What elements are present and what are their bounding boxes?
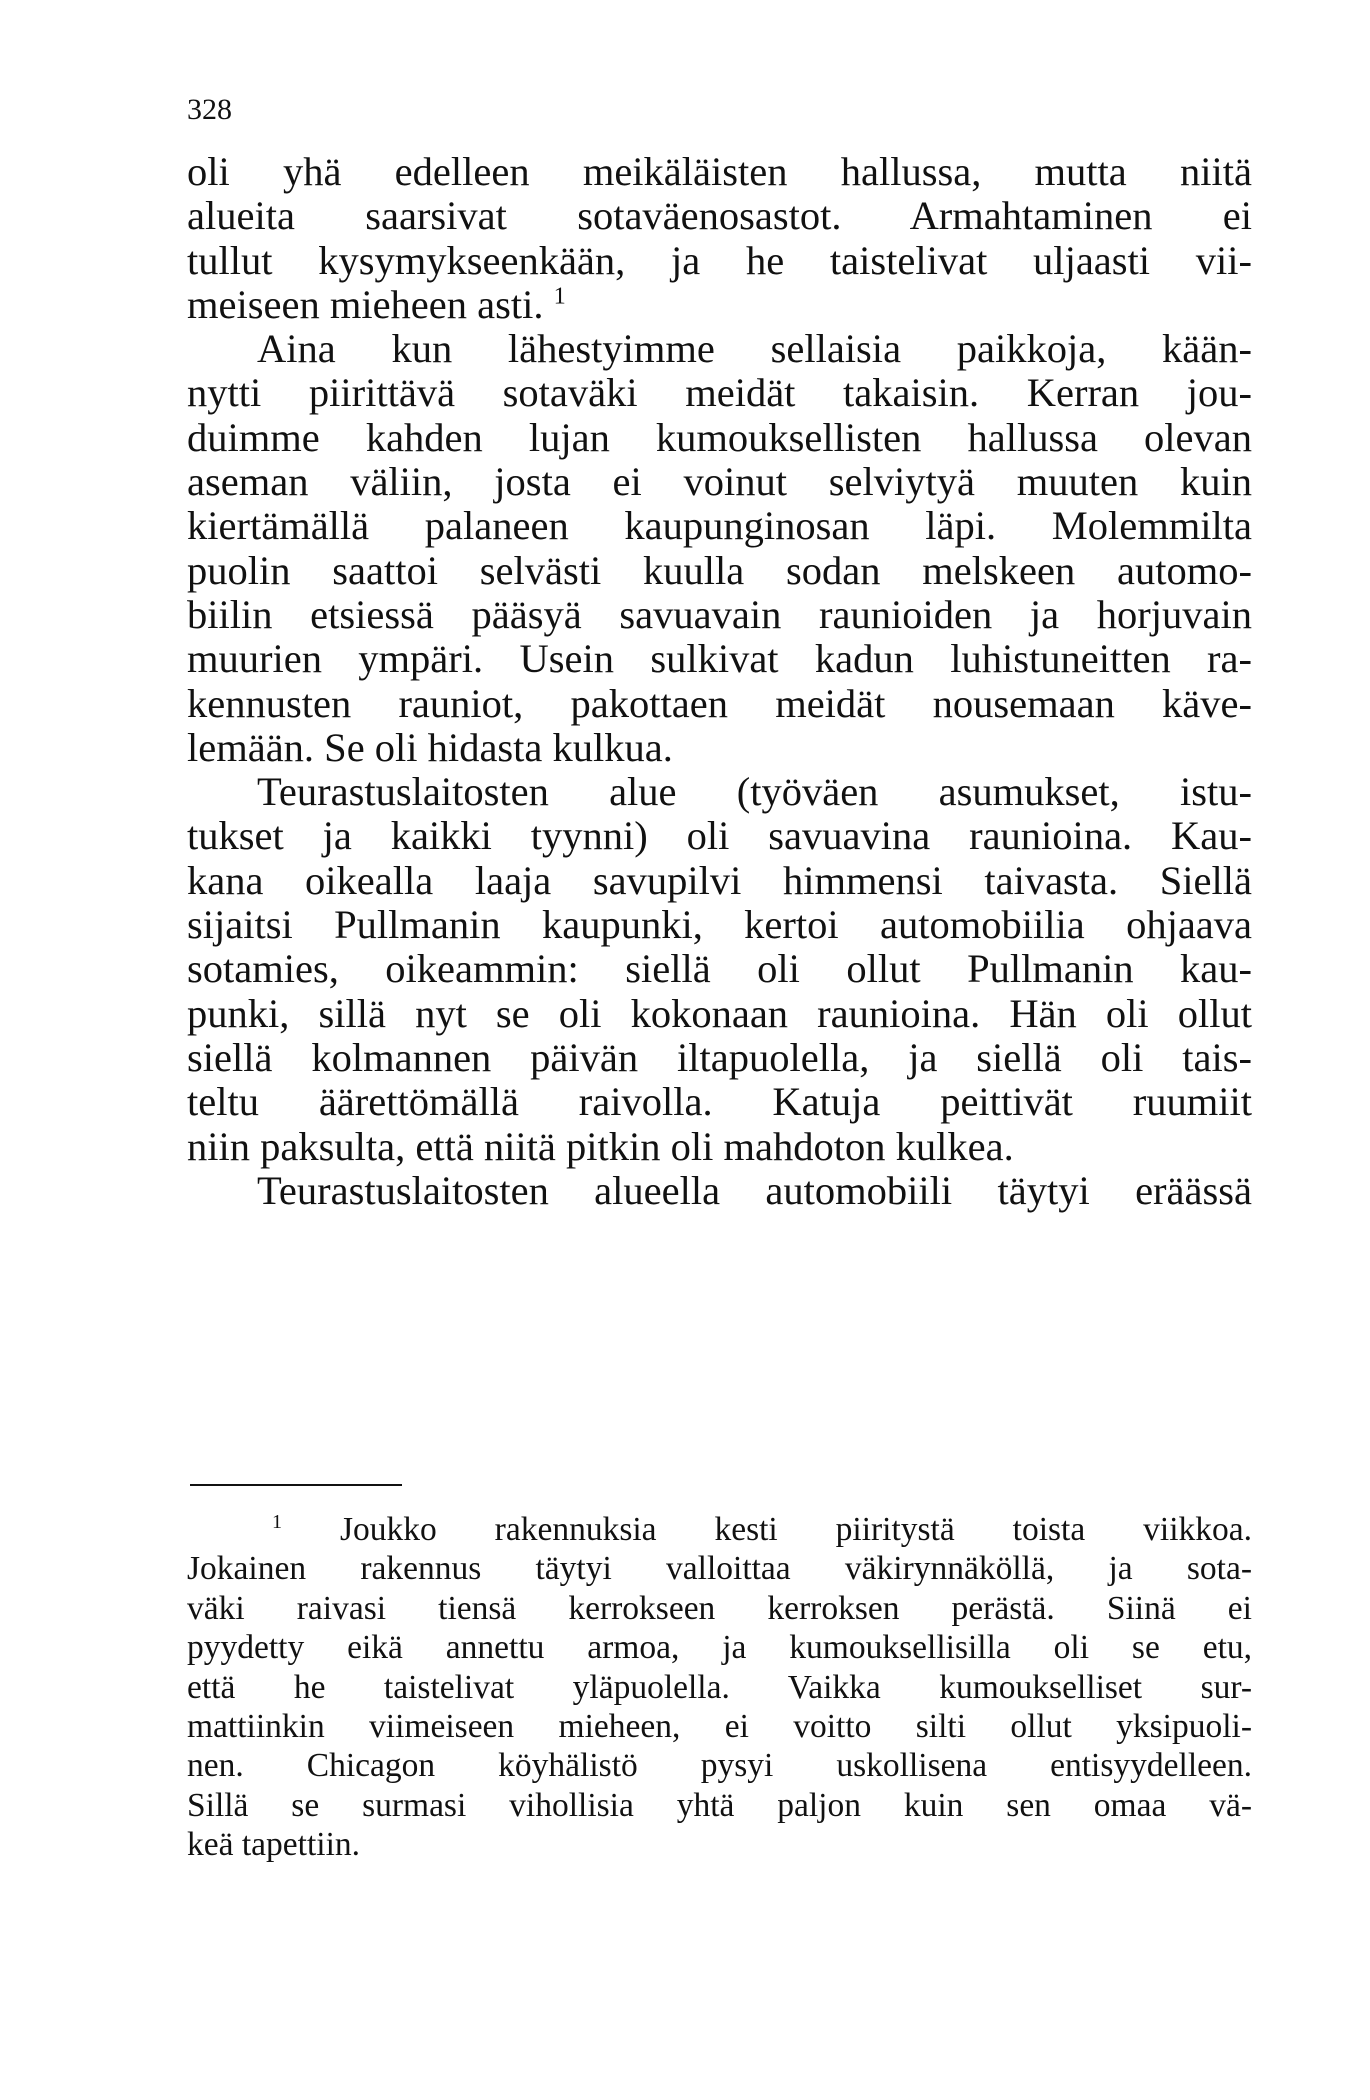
body-line: tullut kysymykseenkään, ja he taistelivat uljaasti vii-	[187, 237, 1252, 283]
footnote-line: keä tapettiin.	[187, 1826, 361, 1864]
footnote-line: mattiinkin viimeiseen mieheen, ei voitto silti ollut yksipuoli-	[187, 1707, 1252, 1745]
body-line: alueita saarsivat sotaväenosastot. Armahtaminen ei	[187, 193, 1252, 239]
body-line: tukset ja kaikki tyynni) oli savuavina raunioina. Kau-	[187, 813, 1252, 859]
body-line: lemään. Se oli hidasta kulkua.	[187, 724, 673, 770]
page-number: 328	[187, 93, 232, 126]
body-line: oli yhä edelleen meikäläisten hallussa, mutta niitä	[187, 149, 1252, 194]
body-line: puolin saattoi selvästi kuulla sodan melskeen automo-	[187, 547, 1252, 593]
body-line	[187, 283, 1252, 327]
body-line: teltu äärettömällä raivolla. Katuja peittivät ruumiit	[187, 1079, 1252, 1125]
footnote-reference: 1	[553, 282, 566, 310]
body-line: nytti piirittävä sotaväki meidät takaisin. Kerran jou-	[187, 370, 1252, 416]
footnote-divider	[190, 1484, 402, 1486]
body-line: duimme kahden lujan kumouksellisten hallussa olevan	[187, 414, 1252, 460]
footnote-line	[187, 1510, 1252, 1549]
paragraph-start-line: Teurastuslaitosten alueella automobiili täytyi eräässä	[257, 1167, 1252, 1213]
body-line: kana oikealla laaja savupilvi himmensi taivasta. Siellä	[187, 857, 1252, 903]
paragraph-start-line: Aina kun lähestyimme sellaisia paikkoja, kään-	[257, 326, 1252, 372]
footnote-line: että he taistelivat yläpuolella. Vaikka kumoukselliset sur-	[187, 1668, 1252, 1706]
footnote-marker: 1	[272, 1510, 283, 1533]
body-line: sijaitsi Pullmanin kaupunki, kertoi automobiilia ohjaava	[187, 902, 1252, 948]
body-text	[187, 150, 1252, 1213]
footnote-line-text: Joukko rakennuksia kesti piiritystä toista viikkoa.	[339, 1511, 1253, 1548]
footnote-line: pyydetty eikä annettu armoa, ja kumouksellisilla oli se etu,	[187, 1629, 1252, 1667]
body-line: kennusten rauniot, pakottaen meidät nousemaan käve-	[187, 680, 1252, 726]
footnote-line: nen. Chicagon köyhälistö pysyi uskollisena entisyydelleen.	[187, 1747, 1252, 1785]
footnote	[187, 1510, 1252, 1865]
body-line: sotamies, oikeammin: siellä oli ollut Pullmanin kau-	[187, 946, 1252, 992]
footnote-line: Sillä se surmasi vihollisia yhtä paljon kuin sen omaa vä-	[187, 1786, 1252, 1824]
body-line: muurien ympäri. Usein sulkivat kadun luhistuneitten ra-	[187, 636, 1252, 682]
body-line: biilin etsiessä pääsyä savuavain raunioiden ja horjuvain	[187, 591, 1252, 637]
body-line: siellä kolmannen päivän iltapuolella, ja siellä oli tais-	[187, 1034, 1252, 1080]
body-line: kiertämällä palaneen kaupunginosan läpi. Molemmilta	[187, 503, 1252, 549]
body-line: aseman väliin, josta ei voinut selviytyä muuten kuin	[187, 459, 1252, 505]
footnote-line: Jokainen rakennus täytyi valloittaa väkirynnäköllä, ja sota-	[187, 1550, 1252, 1588]
body-line-text: meiseen mieheen asti.	[187, 281, 544, 327]
footnote-line: väki raivasi tiensä kerrokseen kerroksen perästä. Siinä ei	[187, 1589, 1252, 1627]
paragraph-start-line: Teurastuslaitosten alue (työväen asumukset, istu-	[257, 769, 1252, 815]
body-line: niin paksulta, että niitä pitkin oli mahdoton kulkea.	[187, 1123, 1014, 1169]
body-line: punki, sillä nyt se oli kokonaan raunioina. Hän oli ollut	[187, 990, 1252, 1036]
